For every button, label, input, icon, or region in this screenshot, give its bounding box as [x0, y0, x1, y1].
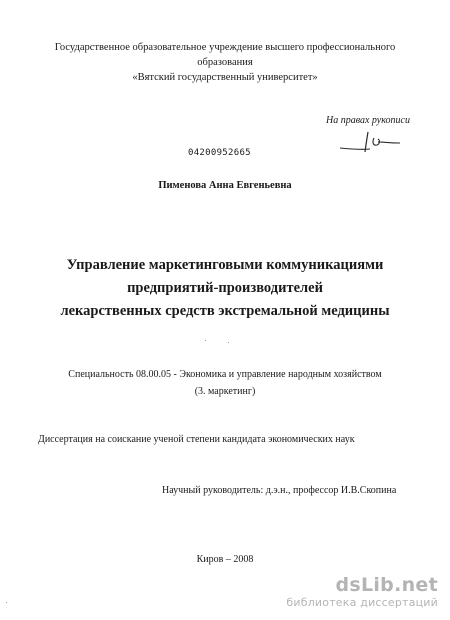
title-line-3: лекарственных средств экстремальной медицины [60, 303, 390, 319]
dissertation-title [0, 254, 450, 323]
title-line-1: Управление маркетинговыми коммуникациями [66, 257, 384, 273]
institution-block [0, 40, 450, 85]
manuscript-note: На правах рукописи [326, 115, 410, 126]
scan-dot [205, 340, 206, 341]
specialty-block [0, 366, 450, 400]
scan-dot [228, 342, 229, 343]
barcode-number: 04200952665 [188, 148, 251, 158]
city-year: Киров – 2008 [196, 554, 254, 565]
title-line-2: предприятий-производителей [127, 280, 323, 296]
dissertation-type: Диссертация на соискание ученой степени кандидата экономических наук [38, 434, 355, 445]
watermark-subtitle: библиотека диссертаций [286, 596, 438, 609]
specialty-line-1: Специальность 08.00.05 - Экономика и управление народным хозяйством [68, 369, 382, 380]
watermark-logo-text: dsLib.net [335, 574, 438, 596]
scan-dot [6, 602, 7, 603]
institution-line-1: Государственное образовательное учреждение высшего профессионального [54, 42, 396, 53]
handwritten-signature [338, 128, 408, 158]
institution-line-2: образования [197, 57, 253, 68]
institution-line-3: «Вятский государственный университет» [132, 72, 318, 83]
supervisor: Научный руководитель: д.э.н., профессор И.В.Скопина [162, 485, 397, 496]
specialty-line-2: (3. маркетинг) [194, 386, 256, 397]
watermark [286, 576, 438, 608]
author-name: Пименова Анна Евгеньевна [158, 180, 292, 191]
